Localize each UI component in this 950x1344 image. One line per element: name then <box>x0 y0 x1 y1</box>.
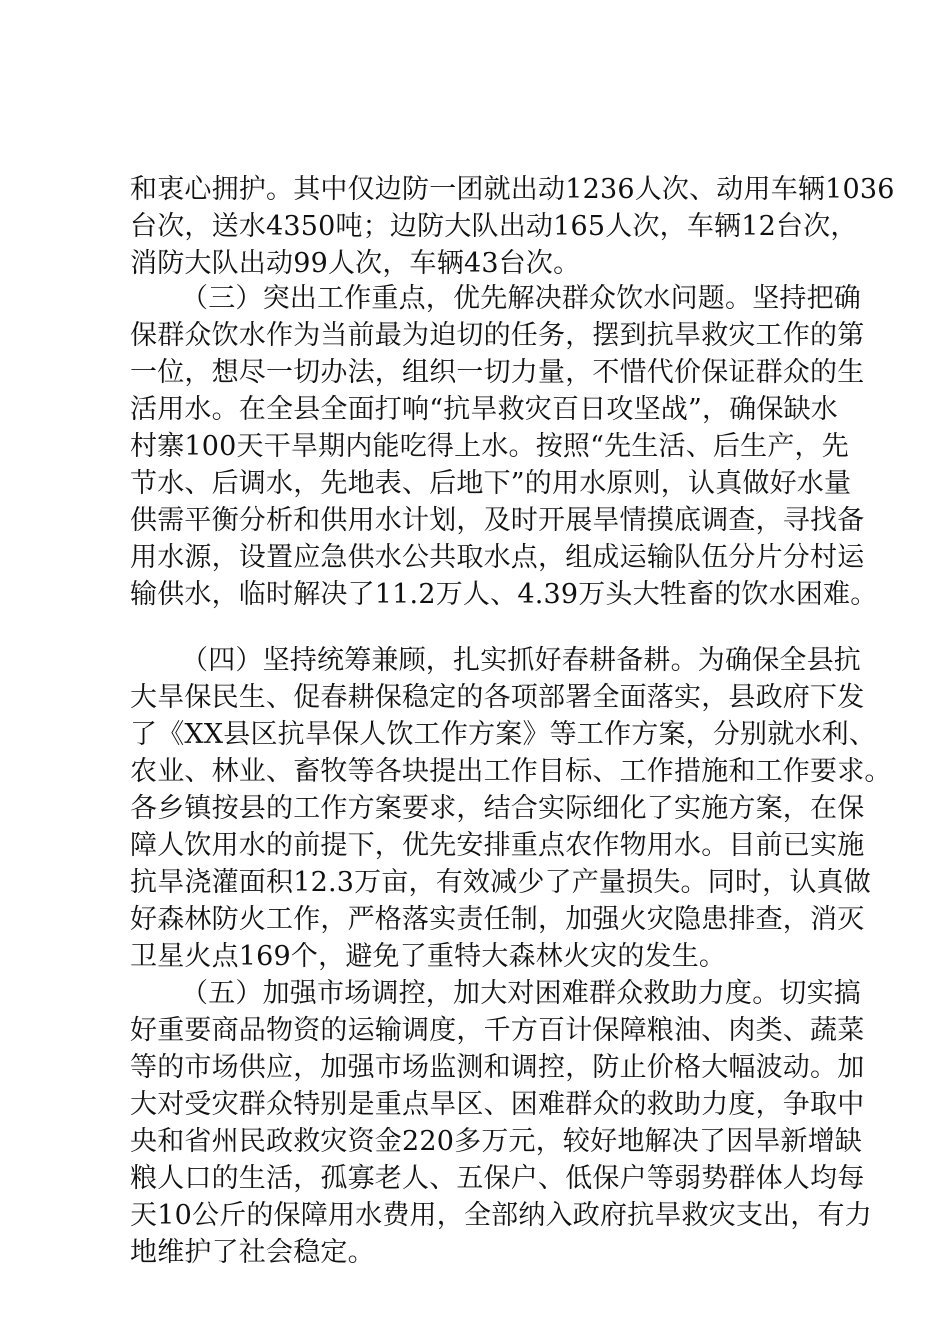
paragraph-line: 用水源，设置应急供水公共取水点，组成运输队伍分片分村运 <box>130 542 865 573</box>
paragraph-line: 供需平衡分析和供用水计划，及时开展旱情摸底调查，寻找备 <box>130 505 865 536</box>
paragraph-line: 了《XX县区抗旱保人饮工作方案》等工作方案，分别就水利、 <box>130 719 877 750</box>
paragraph-line: 活用水。在全县全面打响“抗旱救灾百日攻坚战”，确保缺水 <box>130 394 839 425</box>
paragraph-line: 消防大队出动99人次，车辆43台次。 <box>130 248 581 279</box>
paragraph-line: 台次，送水4350吨；边防大队出动165人次，车辆12台次， <box>130 211 858 242</box>
paragraph-line: 等的市场供应，加强市场监测和调控，防止价格大幅波动。加 <box>130 1052 865 1083</box>
paragraph-line: 障人饮用水的前提下，优先安排重点农作物用水。目前已实施 <box>130 830 865 861</box>
paragraph-line: （五）加强市场调控，加大对困难群众救助力度。切实搞 <box>181 978 861 1009</box>
paragraph-line: 输供水，临时解决了11.2万人、4.39万头大牲畜的饮水困难。 <box>130 579 878 610</box>
paragraph-line: 天10公斤的保障用水费用，全部纳入政府抗旱救灾支出，有力 <box>130 1200 872 1231</box>
paragraph-line: 央和省州民政救灾资金220多万元，较好地解决了因旱新增缺 <box>130 1126 863 1157</box>
paragraph-line: 保群众饮水作为当前最为迫切的任务，摆到抗旱救灾工作的第 <box>130 320 865 351</box>
paragraph-line: 和衷心拥护。其中仅边防一团就出动1236人次、动用车辆1036 <box>130 174 895 205</box>
paragraph-line: 地维护了社会稳定。 <box>130 1237 375 1268</box>
paragraph-line: 农业、林业、畜牧等各块提出工作目标、工作措施和工作要求。 <box>130 756 892 787</box>
paragraph-line: 好森林防火工作，严格落实责任制，加强火灾隐患排查，消灭 <box>130 904 865 935</box>
paragraph-line: 卫星火点169个，避免了重特大森林火灾的发生。 <box>130 941 727 972</box>
paragraph-line: 一位，想尽一切办法，组织一切力量，不惜代价保证群众的生 <box>130 357 865 388</box>
paragraph-line: 各乡镇按县的工作方案要求，结合实际细化了实施方案，在保 <box>130 793 865 824</box>
paragraph-line: 村寨100天干旱期内能吃得上水。按照“先生活、后生产，先 <box>130 431 849 462</box>
paragraph-line: （三）突出工作重点，优先解决群众饮水问题。坚持把确 <box>181 283 861 314</box>
paragraph-line: 节水、后调水，先地表、后地下”的用水原则，认真做好水量 <box>130 468 852 499</box>
paragraph-line: 好重要商品物资的运输调度，千方百计保障粮油、肉类、蔬菜 <box>130 1015 865 1046</box>
paragraph-line: 大对受灾群众特别是重点旱区、困难群众的救助力度，争取中 <box>130 1089 865 1120</box>
paragraph-line: 粮人口的生活，孤寡老人、五保户、低保户等弱势群体人均每 <box>130 1163 865 1194</box>
paragraph-line: （四）坚持统筹兼顾，扎实抓好春耕备耕。为确保全县抗 <box>181 645 861 676</box>
paragraph-line: 抗旱浇灌面积12.3万亩，有效减少了产量损失。同时，认真做 <box>130 867 871 898</box>
paragraph-line: 大旱保民生、促春耕保稳定的各项部署全面落实，县政府下发 <box>130 682 865 713</box>
